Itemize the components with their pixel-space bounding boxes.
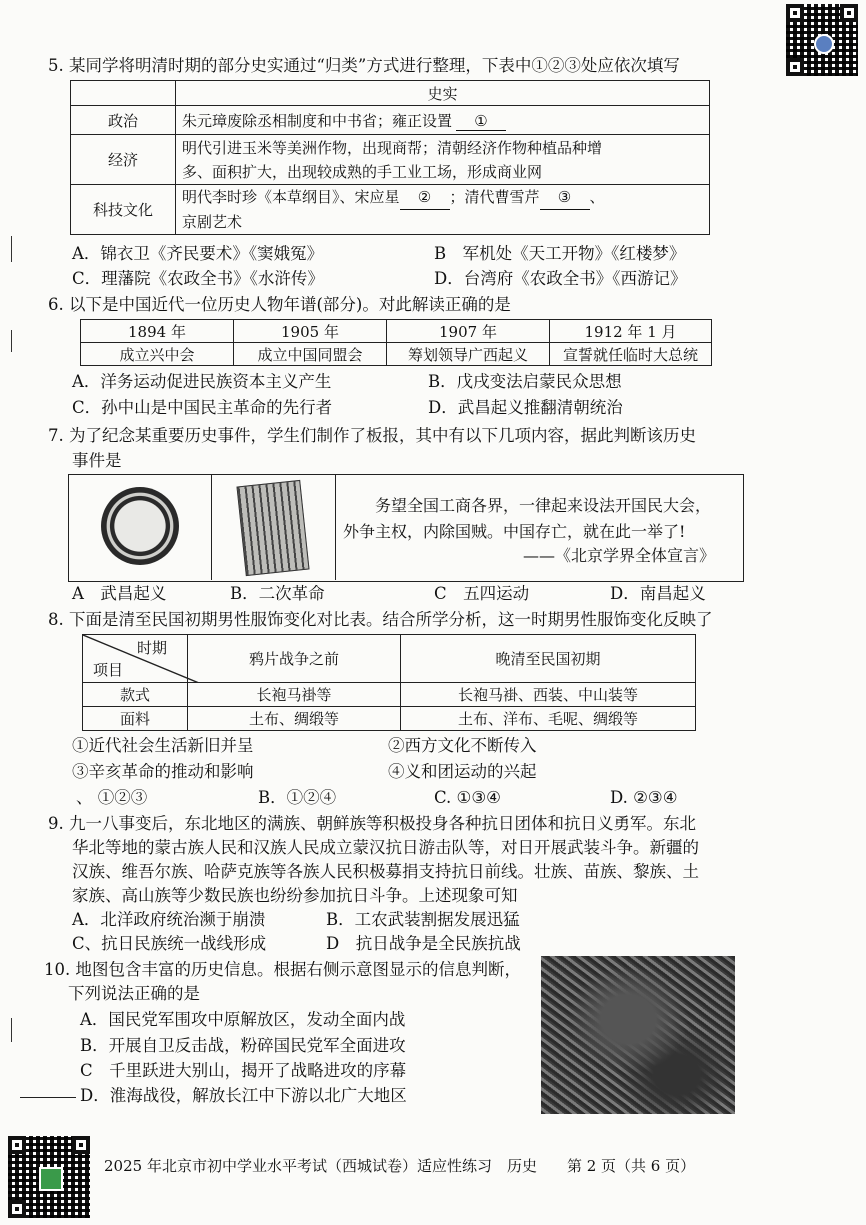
q7-option-d[interactable]: D．南昌起义 xyxy=(610,584,706,603)
q5-table xyxy=(70,80,710,235)
q10-option-d[interactable]: D．淮海战役，解放长江中下游以北广大地区 xyxy=(80,1086,407,1105)
q8-item-2: ②西方文化不断传入 xyxy=(388,736,537,755)
q10-option-a[interactable]: A．国民党军围攻中原解放区，发动全面内战 xyxy=(80,1010,406,1029)
q9-option-a[interactable]: A．北洋政府统治濒于崩溃 xyxy=(72,910,266,929)
q5-row-label: 经济 xyxy=(71,135,176,185)
q10-text-line2: 下列说法正确的是 xyxy=(68,984,200,1003)
q6-option-b[interactable]: B．戊戌变法启蒙民众思想 xyxy=(428,372,622,391)
q5-blank-2: ② xyxy=(400,185,450,210)
q5-row-cell: 明代李时珍《本草纲目》、宋应星 ② ；清代曹雪芹 ③ 、 京剧艺术 xyxy=(176,185,710,235)
q8-item-3: ③辛亥革命的推动和影响 xyxy=(72,762,254,781)
q8-cell: 土布、绸缎等 xyxy=(188,707,401,731)
q10-text-line1: 10. 地图包含丰富的历史信息。根据右侧示意图显示的信息判断， xyxy=(44,960,521,979)
q6-stem: 6. 以下是中国近代一位历史人物年谱(部分)。对此解读正确的是 xyxy=(48,295,511,314)
q7-quote-line2: 外争主权，内除国贼。中国存亡，就在此一举了! xyxy=(343,522,686,541)
q7-quote-source: ——《北京学界全体宣言》 xyxy=(523,546,716,565)
q8-cell: 土布、洋布、毛呢、绸缎等 xyxy=(401,707,696,731)
margin-mark xyxy=(11,1018,12,1042)
q8-row-label: 面料 xyxy=(83,707,188,731)
q6-option-c[interactable]: C．孙中山是中国民主革命的先行者 xyxy=(72,398,333,417)
q7-board xyxy=(68,474,744,582)
q9-text-line2: 华北等地的蒙古族人民和汉族人民成立蒙汉抗日游击队等，对日开展武装斗争。新疆的 xyxy=(72,838,699,857)
q8-table xyxy=(82,634,696,731)
q6-timeline-table xyxy=(80,319,712,366)
qr-logo-icon xyxy=(39,1167,63,1191)
q8-option-a[interactable]: 、 ①②③ xyxy=(76,788,148,807)
q7-option-b[interactable]: B．二次革命 xyxy=(230,584,325,603)
q8-row-label: 款式 xyxy=(83,683,188,707)
q8-diag-bottom: 项目 xyxy=(93,661,124,679)
q5-option-c[interactable]: C．理藩院《农政全书》《水浒传》 xyxy=(72,269,324,288)
q6-year: 1905 年 xyxy=(234,320,387,343)
q9-option-b[interactable]: B．工农武装割据发展迅猛 xyxy=(326,910,520,929)
q8-option-c[interactable]: C. ①③④ xyxy=(434,788,501,807)
q10-underline-mark xyxy=(20,1097,76,1098)
q5-option-a[interactable]: A．锦衣卫《齐民要术》《窦娥冤》 xyxy=(72,244,324,263)
q9-text-line1: 9. 九一八事变后，东北地区的满族、朝鲜族等积极投身各种抗日团体和抗日义勇军。东北 xyxy=(48,814,696,833)
q8-cell: 长袍马褂等 xyxy=(188,683,401,707)
q5-row-label: 科技文化 xyxy=(71,185,176,235)
q5-blank-1: ① xyxy=(456,112,506,131)
q7-image-panel-1 xyxy=(69,475,212,580)
qr-code-top xyxy=(786,4,858,76)
q6-year: 1912 年 1 月 xyxy=(550,320,712,343)
q9-option-d[interactable]: D 抗日战争是全民族抗战 xyxy=(326,934,521,953)
q5-blank-3: ③ xyxy=(540,185,590,210)
q8-item-4: ④义和团运动的兴起 xyxy=(388,762,537,781)
qr-logo-icon xyxy=(814,34,834,54)
q7-stem-line2: 事件是 xyxy=(72,451,122,470)
q5-option-b[interactable]: B 军机处《天工开物》《红楼梦》 xyxy=(434,244,686,263)
q6-year: 1894 年 xyxy=(81,320,234,343)
q8-option-b[interactable]: B．①②④ xyxy=(258,788,337,807)
q5-row-cell: 明代引进玉米等美洲作物，出现商帮；清朝经济作物种植品种增 多、面积扩大，出现较成熟的手工业工场，形成商业网 xyxy=(176,135,710,185)
q5-stem: 5. 某同学将明清时期的部分史实通过“归类”方式进行整理，下表中①②③处应依次填写 xyxy=(48,56,680,75)
q10-option-c[interactable]: C 千里跃进大别山，揭开了战略进攻的序幕 xyxy=(80,1061,407,1080)
margin-mark xyxy=(11,330,12,352)
q6-option-d[interactable]: D．武昌起义推翻清朝统治 xyxy=(428,398,623,417)
footer-text: 2025 年北京市初中学业水平考试（西城试卷）适应性练习 历史 第 2 页（共 6 页） xyxy=(104,1157,696,1175)
q8-col-header: 晚清至民国初期 xyxy=(401,635,696,683)
q8-col-header: 鸦片战争之前 xyxy=(188,635,401,683)
q8-cell: 长袍马褂、西装、中山装等 xyxy=(401,683,696,707)
q5-row-label: 政治 xyxy=(71,106,176,135)
q8-diag-top: 时期 xyxy=(136,639,167,657)
q6-event: 宣誓就任临时大总统 xyxy=(550,343,712,366)
q5-option-d[interactable]: D．台湾府《农政全书》《西游记》 xyxy=(434,269,687,288)
q9-text-line4: 家族、高山族等少数民族也纷纷参加抗日斗争。上述现象可知 xyxy=(72,886,518,905)
q6-event: 成立兴中会 xyxy=(81,343,234,366)
qr-code-bottom xyxy=(8,1136,90,1218)
q8-diagonal-header xyxy=(83,635,188,683)
q6-event: 筹划领导广西起义 xyxy=(387,343,550,366)
q9-option-c[interactable]: C、抗日民族统一战线形成 xyxy=(72,934,267,953)
q8-option-d[interactable]: D. ②③④ xyxy=(610,788,678,807)
margin-mark xyxy=(11,236,12,262)
q6-option-a[interactable]: A．洋务运动促进民族资本主义产生 xyxy=(72,372,332,391)
q7-option-c[interactable]: C 五四运动 xyxy=(434,584,530,603)
q8-stem: 8. 下面是清至民国初期男性服饰变化对比表。结合所学分析，这一时期男性服饰变化反映了 xyxy=(48,610,713,629)
q6-event: 成立中国同盟会 xyxy=(234,343,387,366)
q5-table-header: 史实 xyxy=(176,81,710,106)
badge-seal-image xyxy=(101,487,179,565)
q9-text-line3: 汉族、维吾尔族、哈萨克族等各族人民积极募捐支持抗日前线。壮族、苗族、黎族、土 xyxy=(72,862,699,881)
q7-quote-line1: 务望全国工商各界，一律起来设法开国民大会， xyxy=(375,496,712,515)
q10-map-image xyxy=(541,956,735,1114)
q7-stem-line1: 7. 为了纪念某重要历史事件，学生们制作了板报，其中有以下几项内容，据此判断该历史 xyxy=(48,426,696,445)
q7-option-a[interactable]: A 武昌起义 xyxy=(72,584,167,603)
pamphlet-image xyxy=(236,480,309,576)
q8-item-1: ①近代社会生活新旧并呈 xyxy=(72,736,254,755)
q6-year: 1907 年 xyxy=(387,320,550,343)
q5-row-cell: 朱元璋废除丞相制度和中书省；雍正设置 ① xyxy=(176,106,710,135)
q10-option-b[interactable]: B．开展自卫反击战，粉碎国民党军全面进攻 xyxy=(80,1036,406,1055)
q7-image-panel-2 xyxy=(211,475,336,580)
